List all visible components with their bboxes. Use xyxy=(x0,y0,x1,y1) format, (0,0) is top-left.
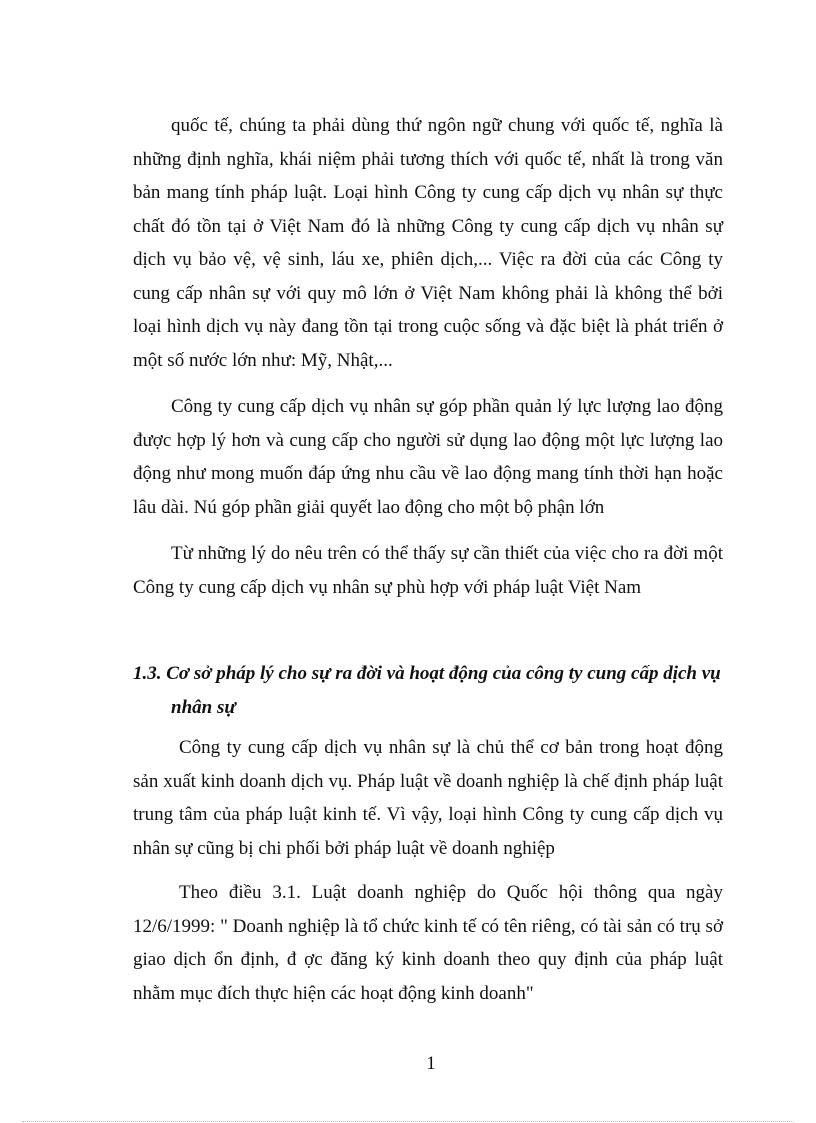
paragraph-labor-management: Công ty cung cấp dịch vụ nhân sự góp phần quản lý lực lượng lao động được hợp lý hơn và cung cấp cho người sử dụng lao động một lực lượng lao động như mong muốn đáp ứng nhu cầu về lao động mang tính thời hạn hoặc lâu dài. Nú góp phần giải quyết lao động cho một bộ phận lớn xyxy=(133,396,723,518)
page-number: 1 xyxy=(426,1053,436,1074)
footer-divider xyxy=(22,1121,794,1122)
paragraph-legal-subject: Công ty cung cấp dịch vụ nhân sự là chủ thể cơ bản trong hoạt động sản xuất kinh doanh dịch vụ. Pháp luật về doanh nghiệp là chế định pháp luật trung tâm của pháp luật kinh tế. Vì vậy, loại hình Công ty cung cấp dịch vụ nhân sự cũng bị chi phối bởi pháp luật về doanh nghiệp xyxy=(133,737,723,859)
section-heading xyxy=(133,657,733,725)
section-number: 1.3. xyxy=(133,663,162,684)
section-title-line1: Cơ sở pháp lý cho sự ra đời và hoạt động của công ty cung cấp dịch vụ xyxy=(166,663,721,684)
paragraph-enterprise-definition: Theo điều 3.1. Luật doanh nghiệp do Quốc hội thông qua ngày 12/6/1999: " Doanh nghiệp là tổ chức kinh tế có tên riêng, có tài sản có trụ sở giao dịch ổn định, đ ợc đăng ký kinh doanh theo quy định của pháp luật nhằm mục đích thực hiện các hoạt động kinh doanh" xyxy=(133,882,723,1004)
section-title-line2: nhân sự xyxy=(171,697,236,718)
paragraph-intro-continuation: quốc tế, chúng ta phải dùng thứ ngôn ngữ chung với quốc tế, nghĩa là những định nghĩa, khái niệm phải tương thích với quốc tế, nhất là trong văn bản mang tính pháp luật. Loại hình Công ty cung cấp dịch vụ nhân sự thực chất đó tồn tại ở Việt Nam đó là những Công ty cung cấp dịch vụ nhân sự dịch vụ bảo vệ, vệ sinh, láu xe, phiên dịch,... Việc ra đời của các Công ty cung cấp nhân sự với quy mô lớn ở Việt Nam không phải là không thể bởi loại hình dịch vụ này đang tồn tại trong cuộc sống và đặc biệt là phát triển ở một số nước lớn như: Mỹ, Nhật,... xyxy=(133,115,723,371)
paragraph-necessity: Từ những lý do nêu trên có thể thấy sự cần thiết của việc cho ra đời một Công ty cung cấp dịch vụ nhân sự phù hợp với pháp luật Việt Nam xyxy=(133,543,723,598)
